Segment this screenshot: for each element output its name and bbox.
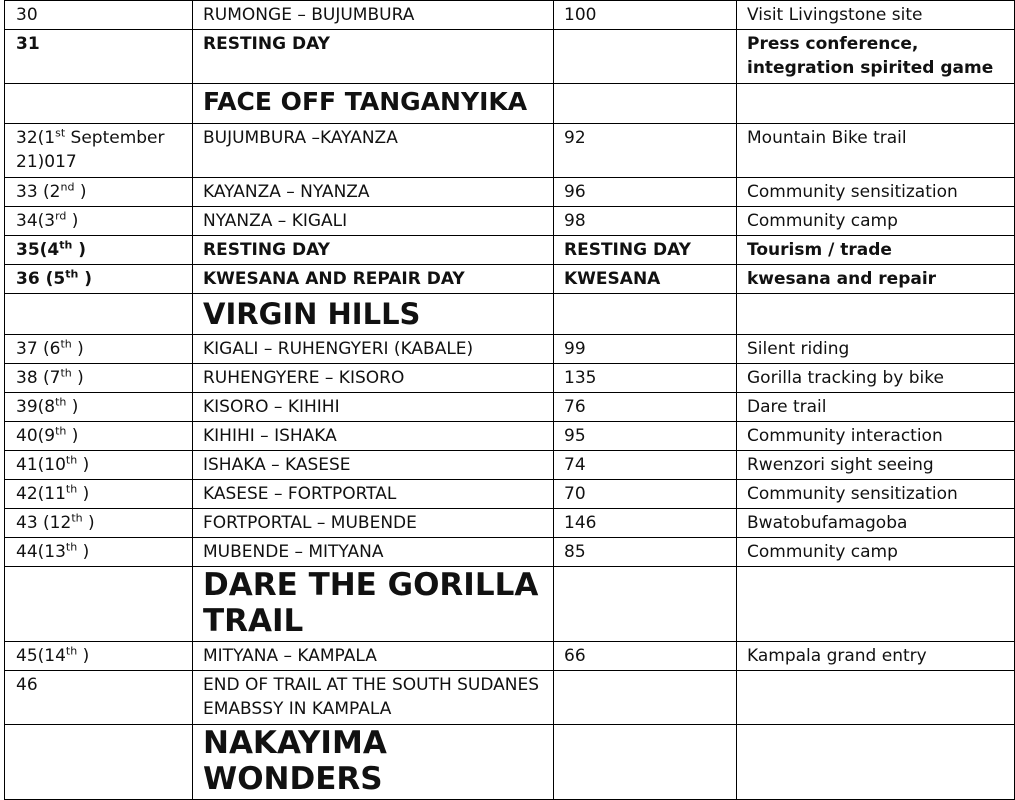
- activity-cell: Tourism / trade: [737, 236, 1015, 265]
- day-cell: [5, 1, 193, 30]
- day-date-suffix: ): [66, 426, 79, 446]
- section-row: [5, 84, 1015, 124]
- day-date-suffix: ): [71, 368, 84, 388]
- table-row: [5, 178, 1015, 207]
- distance-cell: 92: [554, 124, 737, 178]
- day-number: 42(11: [16, 484, 66, 504]
- distance-cell: 95: [554, 422, 737, 451]
- distance-cell: 66: [554, 642, 737, 671]
- activity-cell: Mountain Bike trail: [737, 124, 1015, 178]
- route-cell: KAYANZA – NYANZA: [193, 178, 554, 207]
- day-cell: [5, 364, 193, 393]
- empty-cell: [554, 84, 737, 124]
- activity-cell: kwesana and repair: [737, 265, 1015, 294]
- table-row: [5, 671, 1015, 725]
- day-number: 40(9: [16, 426, 56, 446]
- day-date-suffix: ): [74, 182, 87, 202]
- section-title: DARE THE GORILLA TRAIL: [193, 567, 554, 642]
- day-ordinal-suffix: th: [65, 644, 78, 658]
- day-cell: [5, 207, 193, 236]
- day-ordinal-suffix: th: [65, 540, 78, 554]
- day-cell: [5, 642, 193, 671]
- day-cell: [5, 236, 193, 265]
- day-cell: [5, 538, 193, 567]
- day-ordinal-suffix: rd: [55, 209, 67, 223]
- day-ordinal-suffix: th: [55, 395, 67, 409]
- day-number: 37 (6: [16, 339, 61, 359]
- table-row: [5, 124, 1015, 178]
- day-cell: [5, 671, 193, 725]
- empty-cell: [554, 725, 737, 800]
- route-cell: KIHIHI – ISHAKA: [193, 422, 554, 451]
- table-row: [5, 265, 1015, 294]
- distance-cell: 100: [554, 1, 737, 30]
- day-number: 33 (2: [16, 182, 61, 202]
- table-row: [5, 422, 1015, 451]
- day-date-suffix: ): [72, 240, 87, 260]
- empty-cell: [5, 294, 193, 335]
- route-cell: NYANZA – KIGALI: [193, 207, 554, 236]
- day-date-suffix: ): [77, 646, 90, 666]
- table-row: [5, 1, 1015, 30]
- day-ordinal-suffix: th: [65, 482, 78, 496]
- table-row: [5, 509, 1015, 538]
- route-cell: KASESE – FORTPORTAL: [193, 480, 554, 509]
- route-cell: BUJUMBURA –KAYANZA: [193, 124, 554, 178]
- day-ordinal-suffix: th: [55, 424, 67, 438]
- day-number: 44(13: [16, 542, 66, 562]
- day-cell: [5, 178, 193, 207]
- day-cell: [5, 393, 193, 422]
- itinerary-body: [5, 1, 1015, 800]
- activity-cell: Dare trail: [737, 393, 1015, 422]
- route-cell: MUBENDE – MITYANA: [193, 538, 554, 567]
- empty-cell: [5, 725, 193, 800]
- day-number: 30: [16, 5, 38, 25]
- day-number: 36 (5: [16, 269, 66, 289]
- section-title: NAKAYIMA WONDERS: [193, 725, 554, 800]
- day-number: 35(4: [16, 240, 60, 260]
- section-row: [5, 567, 1015, 642]
- activity-cell: Kampala grand entry: [737, 642, 1015, 671]
- day-date-suffix: ): [66, 397, 79, 417]
- activity-cell: Community sensitization: [737, 178, 1015, 207]
- empty-cell: [737, 567, 1015, 642]
- day-cell: [5, 265, 193, 294]
- day-ordinal-suffix: th: [60, 366, 72, 380]
- table-row: [5, 642, 1015, 671]
- day-number: 39(8: [16, 397, 56, 417]
- day-cell: [5, 480, 193, 509]
- empty-cell: [554, 294, 737, 335]
- distance-cell: 99: [554, 335, 737, 364]
- distance-cell: RESTING DAY: [554, 236, 737, 265]
- day-ordinal-suffix: th: [60, 337, 72, 351]
- itinerary-table: [4, 0, 1015, 800]
- day-date-suffix: ): [77, 484, 90, 504]
- activity-cell: Gorilla tracking by bike: [737, 364, 1015, 393]
- day-number: 41(10: [16, 455, 66, 475]
- route-cell: RESTING DAY: [193, 236, 554, 265]
- distance-cell: 146: [554, 509, 737, 538]
- empty-cell: [737, 294, 1015, 335]
- day-number: 31: [16, 34, 40, 54]
- route-cell: KISORO – KIHIHI: [193, 393, 554, 422]
- day-cell: [5, 422, 193, 451]
- day-number: 38 (7: [16, 368, 61, 388]
- distance-cell: 74: [554, 451, 737, 480]
- table-row: [5, 236, 1015, 265]
- distance-cell: 76: [554, 393, 737, 422]
- activity-cell: Silent riding: [737, 335, 1015, 364]
- day-number: 43 (12: [16, 513, 72, 533]
- section-row: [5, 725, 1015, 800]
- section-row: [5, 294, 1015, 335]
- day-cell: [5, 335, 193, 364]
- day-date-suffix: ): [77, 542, 90, 562]
- route-cell: KIGALI – RUHENGYERI (KABALE): [193, 335, 554, 364]
- day-cell: [5, 509, 193, 538]
- route-cell: ISHAKA – KASESE: [193, 451, 554, 480]
- day-cell: [5, 124, 193, 178]
- empty-cell: [737, 725, 1015, 800]
- distance-cell: [554, 30, 737, 84]
- distance-cell: KWESANA: [554, 265, 737, 294]
- table-row: [5, 538, 1015, 567]
- day-number: 34(3: [16, 211, 56, 231]
- route-cell: RUHENGYERE – KISORO: [193, 364, 554, 393]
- table-row: [5, 393, 1015, 422]
- day-number: 32(1: [16, 128, 56, 148]
- empty-cell: [5, 84, 193, 124]
- activity-cell: Press conference, integration spirited game: [737, 30, 1015, 84]
- activity-cell: Visit Livingstone site: [737, 1, 1015, 30]
- route-cell: MITYANA – KAMPALA: [193, 642, 554, 671]
- activity-cell: [737, 671, 1015, 725]
- day-date-suffix: ): [66, 211, 79, 231]
- route-cell: RUMONGE – BUJUMBURA: [193, 1, 554, 30]
- section-title: VIRGIN HILLS: [193, 294, 554, 335]
- distance-cell: 98: [554, 207, 737, 236]
- day-date-suffix: ): [78, 269, 92, 289]
- activity-cell: Community sensitization: [737, 480, 1015, 509]
- empty-cell: [5, 567, 193, 642]
- table-row: [5, 335, 1015, 364]
- route-cell: RESTING DAY: [193, 30, 554, 84]
- table-row: [5, 480, 1015, 509]
- activity-cell: Community camp: [737, 538, 1015, 567]
- distance-cell: 70: [554, 480, 737, 509]
- empty-cell: [737, 84, 1015, 124]
- distance-cell: 96: [554, 178, 737, 207]
- day-number: 45(14: [16, 646, 66, 666]
- table-row: [5, 207, 1015, 236]
- day-cell: [5, 30, 193, 84]
- day-date-suffix: September 21)017: [16, 128, 165, 172]
- table-row: [5, 364, 1015, 393]
- route-cell: KWESANA AND REPAIR DAY: [193, 265, 554, 294]
- day-number: 46: [16, 675, 38, 695]
- route-cell: FORTPORTAL – MUBENDE: [193, 509, 554, 538]
- section-title: FACE OFF TANGANYIKA: [193, 84, 554, 124]
- day-cell: [5, 451, 193, 480]
- day-ordinal-suffix: th: [65, 267, 79, 281]
- table-row: [5, 30, 1015, 84]
- day-date-suffix: ): [82, 513, 95, 533]
- activity-cell: Bwatobufamagoba: [737, 509, 1015, 538]
- day-date-suffix: ): [77, 455, 90, 475]
- activity-cell: Rwenzori sight seeing: [737, 451, 1015, 480]
- distance-cell: 85: [554, 538, 737, 567]
- day-date-suffix: ): [71, 339, 84, 359]
- activity-cell: Community camp: [737, 207, 1015, 236]
- empty-cell: [554, 567, 737, 642]
- day-ordinal-suffix: th: [65, 453, 78, 467]
- day-ordinal-suffix: th: [71, 511, 83, 525]
- day-ordinal-suffix: st: [55, 126, 66, 140]
- route-cell: END OF TRAIL AT THE SOUTH SUDANES EMABSSY IN KAMPALA: [193, 671, 554, 725]
- activity-cell: Community interaction: [737, 422, 1015, 451]
- distance-cell: 135: [554, 364, 737, 393]
- day-ordinal-suffix: nd: [60, 180, 75, 194]
- day-ordinal-suffix: th: [59, 238, 73, 252]
- table-row: [5, 451, 1015, 480]
- distance-cell: [554, 671, 737, 725]
